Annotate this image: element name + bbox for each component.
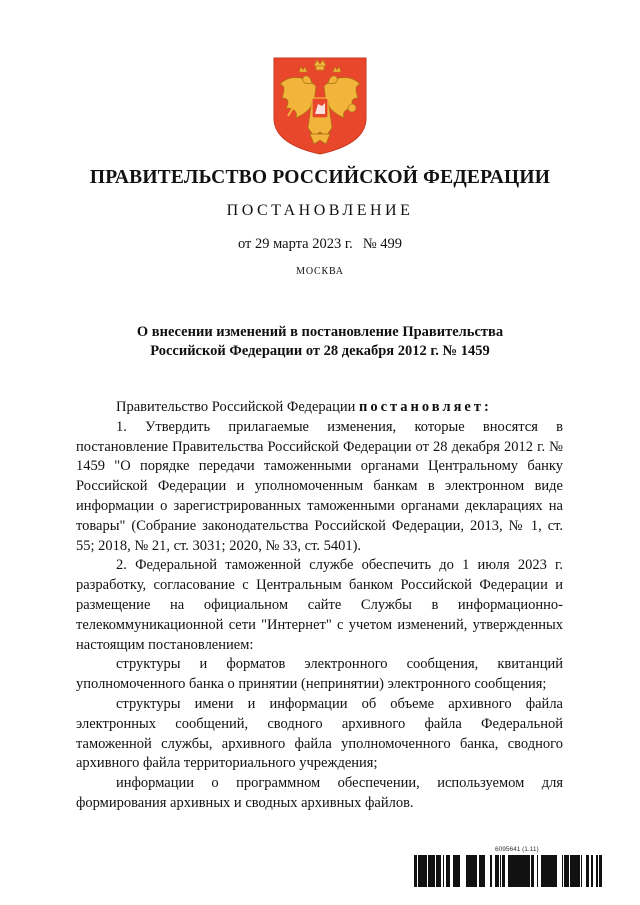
barcode-icon [414, 855, 604, 887]
heading-line-1: О внесении изменений в постановление Правительства [136, 324, 504, 340]
document-number: № 499 [362, 236, 403, 252]
paragraph-5: информации о программном обеспечении, используемом для формирования архивных и сводных архивных файлов. [76, 775, 563, 811]
document-type: ПОСТАНОВЛЕНИЕ [226, 202, 414, 219]
paragraph-4: структуры имени и информации об объеме архивного файла электронных сообщений, сводного архивного файла Федеральной таможенной службы, архивного файла уполномоченного банка, сводного архивного файла территориального учреждения; [76, 695, 563, 772]
paragraph-1: 1. Утвердить прилагаемые изменения, которые вносятся в постановление Правительства Российской Федерации от 28 декабря 2012 г. № 1459 "О порядке передачи таможенными органами Центральному банку Российской Федерации и уполномоченным банкам в электронном виде информации о зарегистрированных таможенными органами декларациях на товары" (Собрание законодательства Российской Федерации, 2013, № 1, ст. 55; 2018, № 21, ст. 3031; 2020, № 33, ст. 5401). [76, 418, 563, 554]
paragraph-2: 2. Федеральной таможенной службе обеспечить до 1 июля 2023 г. разработку, согласование с Центральным банком Российской Федерации и размещение на официальном сайте Службы в информационно-телекоммуникационной сети "Интернет" с учетом изменений, утвержденных настоящим постановлением: [76, 557, 563, 653]
intro-text: Правительство Российской Федерации [116, 399, 359, 415]
heading-line-2: Российской Федерации от 28 декабря 2012 г. № 1459 [150, 343, 490, 359]
paragraph-3: структуры и форматов электронного сообщения, квитанций уполномоченного банка о принятии (непринятии) электронного сообщения; [76, 656, 563, 693]
document-heading [60, 323, 580, 361]
document-date: от 29 марта 2023 г. [237, 236, 353, 252]
document-footer [414, 846, 604, 888]
russian-coat-of-arms-icon [272, 56, 368, 156]
document-code: 6095641 (1.11) [495, 846, 539, 853]
intro-paragraph [76, 398, 563, 418]
city: МОСКВА [296, 266, 344, 277]
date-number-line [0, 236, 640, 253]
document-body [76, 398, 563, 814]
intro-decree-word: постановляет: [358, 399, 492, 415]
government-title: ПРАВИТЕЛЬСТВО РОССИЙСКОЙ ФЕДЕРАЦИИ [89, 167, 551, 188]
